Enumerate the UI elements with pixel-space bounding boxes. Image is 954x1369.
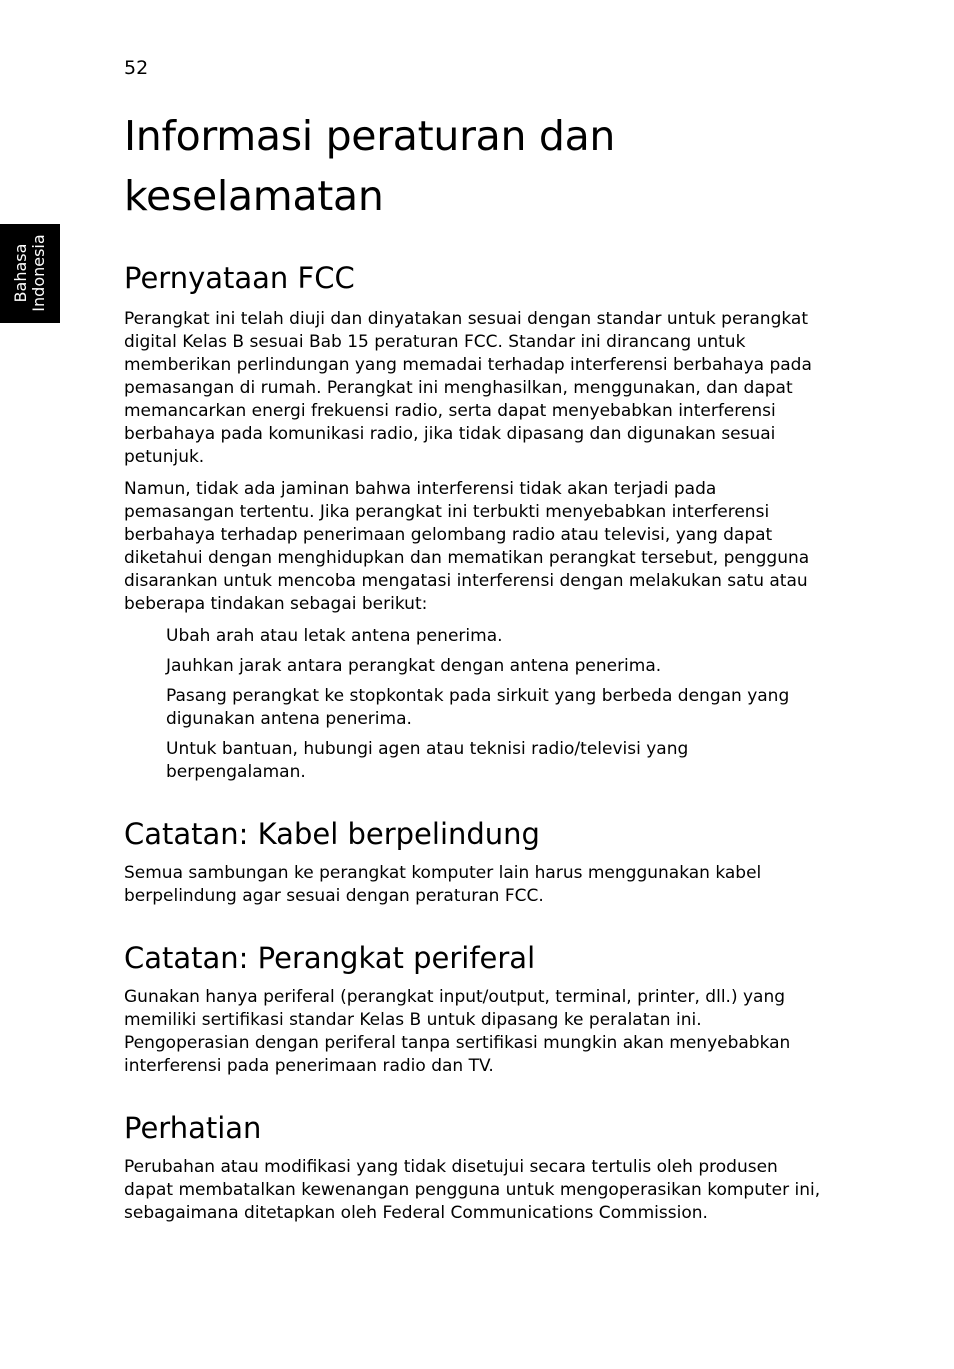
section-shielded-cable	[124, 814, 824, 908]
list-item: Pasang perangkat ke stopkontak pada sirkuit yang berbeda dengan yang digunakan antena penerima.	[166, 686, 790, 729]
language-tab-line-2: Indonesia	[29, 234, 48, 312]
section-heading: Catatan: Perangkat periferal	[124, 941, 536, 975]
page-number: 52	[124, 57, 149, 79]
section-heading: Perhatian	[124, 1111, 262, 1145]
section-peripheral-devices	[124, 938, 824, 1078]
language-tab-line-1: Bahasa	[11, 243, 30, 303]
paragraph: Semua sambungan ke perangkat komputer lain harus menggunakan kabel berpelindung agar sesuai dengan peraturan FCC.	[124, 863, 762, 906]
list-item: Ubah arah atau letak antena penerima.	[166, 626, 503, 646]
section-caution	[124, 1108, 824, 1225]
paragraph: Namun, tidak ada jaminan bahwa interferensi tidak akan terjadi pada pemasangan tertentu. Jika perangkat ini terbukti menyebabkan interferensi berbahaya terhadap penerimaan gelombang radio atau televisi, yang dapat diketahui dengan menghidupkan dan mematikan perangkat tersebut, pengguna disarankan untuk mencoba mengatasi interferensi dengan melakukan satu atau beberapa tindakan sebagai berikut:	[124, 479, 810, 614]
list-item: Untuk bantuan, hubungi agen atau teknisi radio/televisi yang berpengalaman.	[166, 739, 689, 782]
section-heading: Pernyataan FCC	[124, 261, 355, 295]
paragraph: Gunakan hanya periferal (perangkat input/output, terminal, printer, dll.) yang memiliki sertifikasi standar Kelas B untuk dipasang ke peralatan ini. Pengoperasian dengan periferal tanpa sertifikasi mungkin akan menyebabkan interferensi pada penerimaan radio dan TV.	[124, 987, 791, 1076]
section-fcc-statement	[124, 258, 824, 784]
list-item: Jauhkan jarak antara perangkat dengan antena penerima.	[166, 656, 662, 676]
remedy-list	[124, 625, 824, 784]
page-content	[124, 106, 824, 1234]
paragraph: Perangkat ini telah diuji dan dinyatakan sesuai dengan standar untuk perangkat digital Kelas B sesuai Bab 15 peraturan FCC. Standar ini dirancang untuk memberikan perlindungan yang memadai terhadap interferensi berbahaya pada pemasangan di rumah. Perangkat ini menghasilkan, menggunakan, dan dapat memancarkan energi frekuensi radio, serta dapat menyebabkan interferensi berbahaya pada komunikasi radio, jika tidak dipasang dan digunakan sesuai petunjuk.	[124, 309, 812, 467]
paragraph: Perubahan atau modifikasi yang tidak disetujui secara tertulis oleh produsen dapat membatalkan kewenangan pengguna untuk mengoperasikan komputer ini, sebagaimana ditetapkan oleh Federal Communications Commission.	[124, 1157, 821, 1223]
language-side-tab	[0, 224, 60, 323]
page-title: Informasi peraturan dan keselamatan	[124, 112, 616, 220]
language-tab-label	[12, 234, 48, 311]
section-heading: Catatan: Kabel berpelindung	[124, 817, 540, 851]
